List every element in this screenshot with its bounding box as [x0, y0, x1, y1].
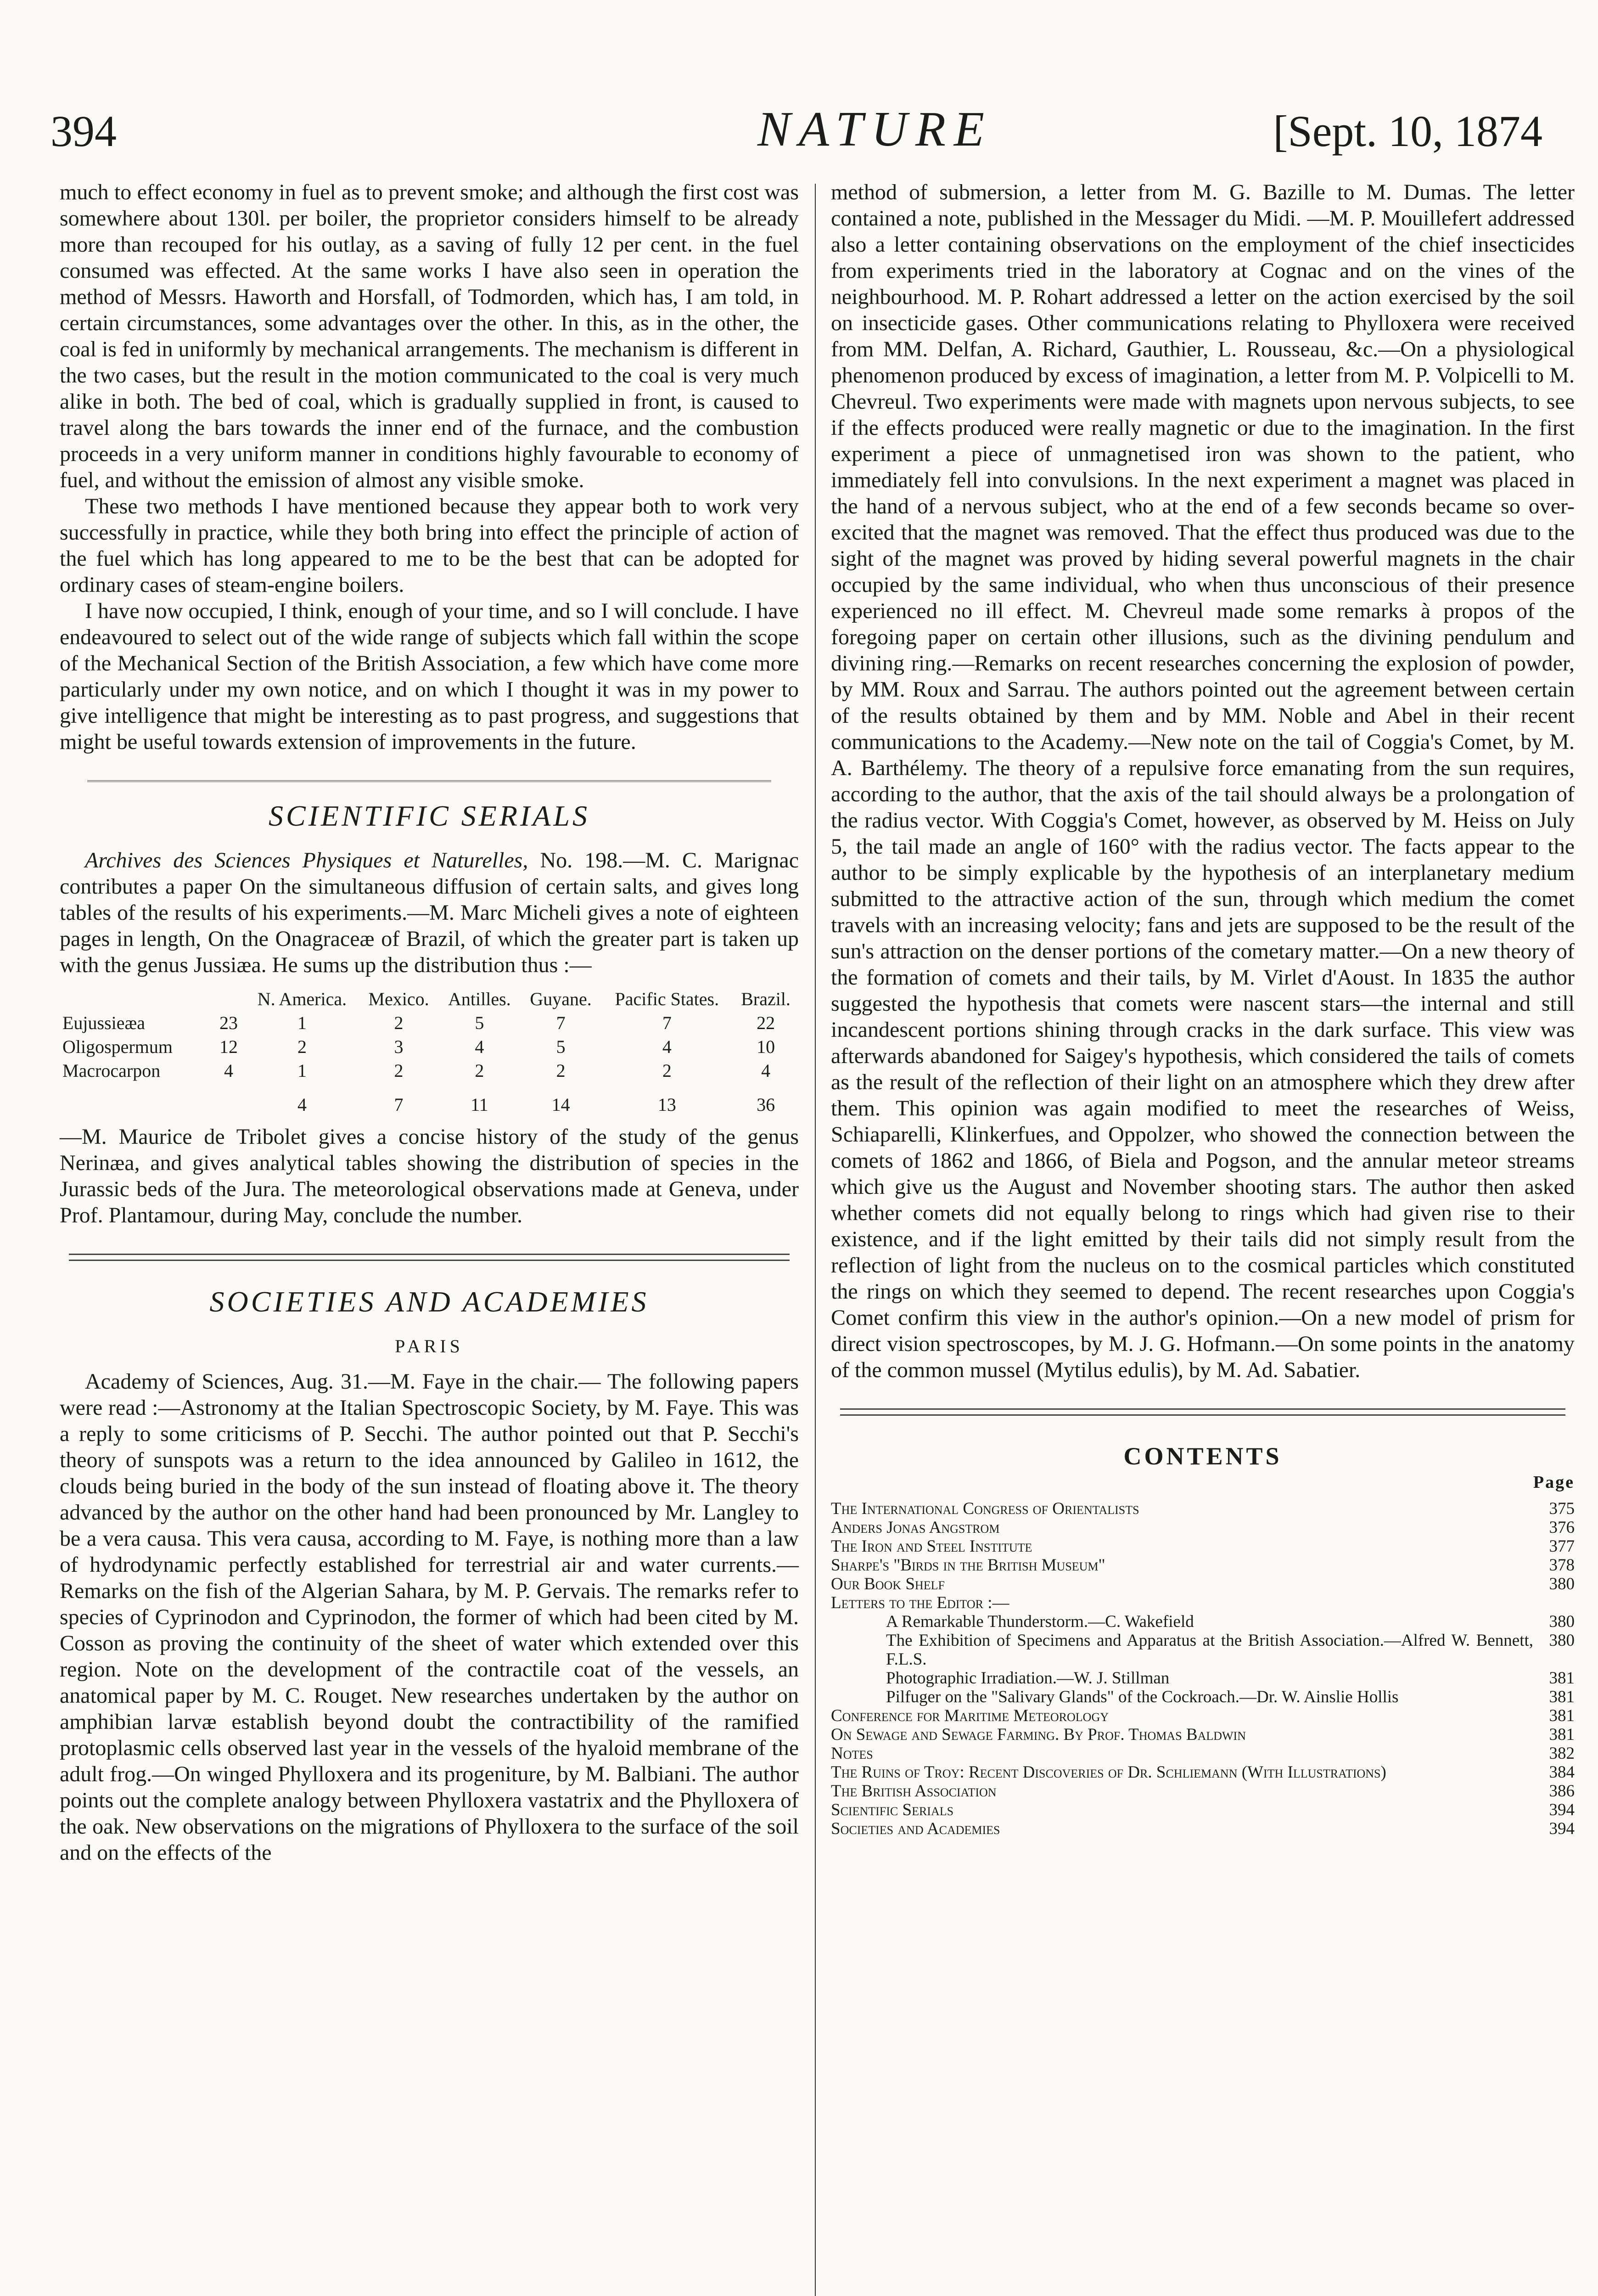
serials-paragraph: Archives des Sciences Physiques et Naturelles, No. 198.—M. C. Marignac contributes a paper On the simultaneous diffusion of certain salts, and gives long tables of the results of his experiments.—M. Marc Micheli gives a note of eighteen pages in length, On the Onagraceæ of Brazil, of which the greater part is taken up with the genus Jussiæa. He sums up the distribution thus :—	[60, 848, 799, 977]
contents-item: The Iron and Steel Institute 377	[831, 1537, 1575, 1556]
page-header	[50, 102, 1542, 184]
article-paragraph: much to effect economy in fuel as to prevent smoke; and although the first cost was somewhere about 130l. per boiler, the proprietor considers himself to be already more than recouped for his outlay, as a saving of fully 12 per cent. in the fuel consumed was effected. At the same works I have also seen in operation the method of Messrs. Haworth and Horsfall, of Todmorden, which has, I am told, in certain circumstances, some advantages over the other. In this, as in the other, the coal is fed in uniformly by mechanical arrangements. The mechanism is different in the two cases, but the result in the motion communicated to the coal is very much alike in both. The bed of coal, which is gradually supplied in front, is caused to travel along the bars towards the inner end of the furnace, and the combustion proceeds in a very uniform manner in conditions highly favourable to economy of fuel, and without the emission of almost any visible smoke.	[60, 180, 799, 492]
contents-item: On Sewage and Sewage Farming. By Prof. Thomas Baldwin 381	[831, 1725, 1575, 1744]
article-paragraph: I have now occupied, I think, enough of your time, and so I will conclude. I have endeavoured to select out of the wide range of subjects which fall within the scope of the Mechanical Section of the British Association, a few which have come more particularly under my own notice, and on which I thought it was in my power to give intelligence that might be interesting as to past progress, and suggestions that might be useful towards extension of improvements in the future.	[60, 599, 799, 754]
table-row: Oligospermum 12 2 3 4 5 4 10	[62, 1036, 775, 1057]
contents-heading: CONTENTS	[1123, 1442, 1282, 1470]
contents-item: Pilfuger on the "Salivary Glands" of the Cockroach.—Dr. W. Ainslie Hollis 381	[886, 1688, 1575, 1706]
column-divider	[815, 184, 816, 2296]
section-divider	[69, 1254, 790, 1261]
contents-item: Our Book Shelf 380	[831, 1575, 1575, 1593]
table-totals-row: 4 7 11 14 13 36	[297, 1094, 775, 1115]
societies-paragraph: Academy of Sciences, Aug. 31.—M. Faye in the chair.— The following papers were read :—Astronomy at the Italian Spectroscopic Society, by M. Faye. This was a reply to some criticisms of P. Secchi. The author pointed out that P. Secchi's theory of sunspots was a return to the idea announced by Galileo in 1612, the clouds being buried in the body of the sun instead of floating above it. The theory advanced by the author on the other hand had been pronounced by Mr. Langley to be a vera causa. This vera causa, according to M. Faye, is nothing more than a law of hydrodynamic perfectly established for terrestrial air and water currents.—Remarks on the fish of the Algerian Sahara, by M. P. Gervais. The remarks refer to species of Cyprinodon and Cyprinodon, the former of which had been cited by M. Cosson as proving the continuity of the sheet of water which extended over this region. Note on the development of the contractile coat of the vessels, an anatomical paper by M. C. Rouget. New researches undertaken by the author on amphibian larvæ establish beyond doubt the contractibility of the ramified protoplasmic cells observed last year in the vessels of the hyaloid membrane of the adult frog.—On winged Phylloxera and its progeniture, by M. Balbiani. The author points out the complete analogy between Phylloxera vastatrix and the Phylloxera of the oak. New observations on the migrations of Phylloxera to the surface of the soil and on the effects of the	[60, 1369, 799, 1865]
contents-item: Photographic Irradiation.—W. J. Stillman 381	[886, 1669, 1575, 1688]
contents-item: Scientific Serials 394	[831, 1801, 1575, 1819]
page-number: 394	[50, 107, 117, 156]
right-column	[831, 179, 1575, 1838]
contents-item: Anders Jonas Angstrom 376	[831, 1518, 1575, 1537]
journal-title: NATURE	[757, 102, 992, 157]
subheading-paris: PARIS	[395, 1336, 464, 1356]
table-header-row: N. America. Mexico. Antilles. Guyane. Pacific States. Brazil.	[257, 989, 791, 1009]
section-divider	[840, 1408, 1565, 1416]
section-heading-serials: SCIENTIFIC SERIALS	[269, 799, 590, 832]
contents-item: Conference for Maritime Meteorology 381	[831, 1706, 1575, 1725]
issue-date: [Sept. 10, 1874	[1273, 107, 1542, 156]
contents-item: The Ruins of Troy: Recent Discoveries of Dr. Schliemann (With Illustrations) 384	[831, 1763, 1575, 1782]
contents-item: Letters to the Editor :—	[831, 1593, 1009, 1612]
distribution-table	[60, 987, 799, 1117]
journal-name: Archives des Sciences Physiques et Naturelles,	[85, 848, 528, 872]
article-paragraph: These two methods I have mentioned because they appear both to work very successfully in practice, while they both bring into effect the principle of action of the fuel which has long appeared to me to be the best that can be adopted for ordinary cases of steam-engine boilers.	[60, 494, 799, 597]
left-column	[60, 179, 799, 1866]
contents-item: Sharpe's "Birds in the British Museum" 378	[831, 1556, 1575, 1575]
contents-list	[831, 1499, 1575, 1838]
section-divider	[87, 780, 771, 782]
contents-item: Societies and Academies 394	[831, 1819, 1575, 1838]
table-row: Eujussieæa 23 1 2 5 7 7 22	[62, 1013, 775, 1033]
contents-item: A Remarkable Thunderstorm.—C. Wakefield 380	[886, 1612, 1575, 1631]
contents-item: The Exhibition of Specimens and Apparatus at the British Association.—Alfred W. Bennett, F.L.S. 380	[886, 1631, 1575, 1669]
contents-page-label: Page	[1533, 1473, 1575, 1492]
section-heading-societies: SOCIETIES AND ACADEMIES	[209, 1285, 649, 1318]
contents-item: Notes 382	[831, 1744, 1575, 1763]
serials-paragraph: —M. Maurice de Tribolet gives a concise history of the study of the genus Nerinæa, and gives analytical tables showing the distribution of species in the Jurassic beds of the Jura. The meteorological observations made at Geneva, under Prof. Plantamour, during May, conclude the number.	[60, 1125, 799, 1227]
contents-item: The International Congress of Orientalists 375	[831, 1499, 1575, 1518]
contents-item: The British Association 386	[831, 1782, 1575, 1801]
societies-paragraph: method of submersion, a letter from M. G. Bazille to M. Dumas. The letter contained a note, published in the Messager du Midi. —M. P. Mouillefert addressed also a letter containing observations on the employment of the chief insecticides from experiments tried in the laboratory at Cognac and on the vines of the neighbourhood. M. P. Rohart addressed a letter on the action exercised by the soil on insecticide gases. Other communications relating to Phylloxera were received from MM. Delfan, A. Richard, Gauthier, L. Rousseau, &c.—On a physiological phenomenon produced by excess of imagination, a letter from M. P. Volpicelli to M. Chevreul. Two experiments were made with magnets upon nervous subjects, to see if the effects produced were really magnetic or due to the imagination. In the first experiment a piece of unmagnetised iron was shown to the patient, who immediately fell into convulsions. In the next experiment a magnet was placed in the hand of a nervous subject, who at the end of a few seconds became so over-excited that the magnet was removed. That the effect thus produced was due to the sight of the magnet was proved by hiding several powerful magnets in the chair occupied by the same individual, who when thus unconscious of their presence experienced no ill effect. M. Chevreul made some remarks à propos of the foregoing paper on certain other illusions, such as the divining pendulum and divining ring.—Remarks on recent researches concerning the explosion of powder, by MM. Roux and Sarrau. The authors pointed out the agreement between certain of the results obtained by them and by MM. Noble and Abel in their recent communications to the Academy.—New note on the tail of Coggia's Comet, by M. A. Barthélemy. The theory of a repulsive force emanating from the sun requires, according to the author, that the axis of the tail should always be a prolongation of the radius vector. With Coggia's Comet, however, as observed by M. Heiss on July 5, the tail made an angle of 160° with the radius vector. The facts appear to the author to be simply explicable by the hypothesis of an interplanetary medium submitted to the attractive action of the sun, through which medium the comet travels with an increasing velocity; fans and jets are supposed to be the result of the sun's attraction on the denser portions of the cometary matter.—On a new theory of the formation of comets and their tails, by M. Virlet d'Aoust. In 1835 the author suggested the hypothesis that comets were nascent stars—the internal and still incandescent portions shining through cracks in the dark surface. This view was afterwards abandoned for Saigey's hypothesis, which considered the tails of comets as the result of the reflection of their light on an atmosphere which they drew after them. This opinion was again modified to meet the researches of Weiss, Schiaparelli, Klinkerfues, and Oppolzer, who showed the connection between the comets of 1862 and 1866, of Biela and Pogson, and the annular meteor streams which give us the August and November shooting stars. The author then asked whether comets did not equally belong to rings which had given rise to their existence, and if the light emitted by their tails did not simply result from the reflection of light from the nucleus on to the cosmical particles which constituted the rings on which they seemed to depend. The recent researches upon Coggia's Comet confirm this view in the author's opinion.—On a new model of prism for direct vision spectroscopes, by M. J. G. Hofmann.—On some points in the anatomy of the common mussel (Mytilus edulis), by M. Ad. Sabatier.	[831, 180, 1575, 1382]
table-row: Macrocarpon 4 1 2 2 2 2 4	[62, 1060, 771, 1081]
